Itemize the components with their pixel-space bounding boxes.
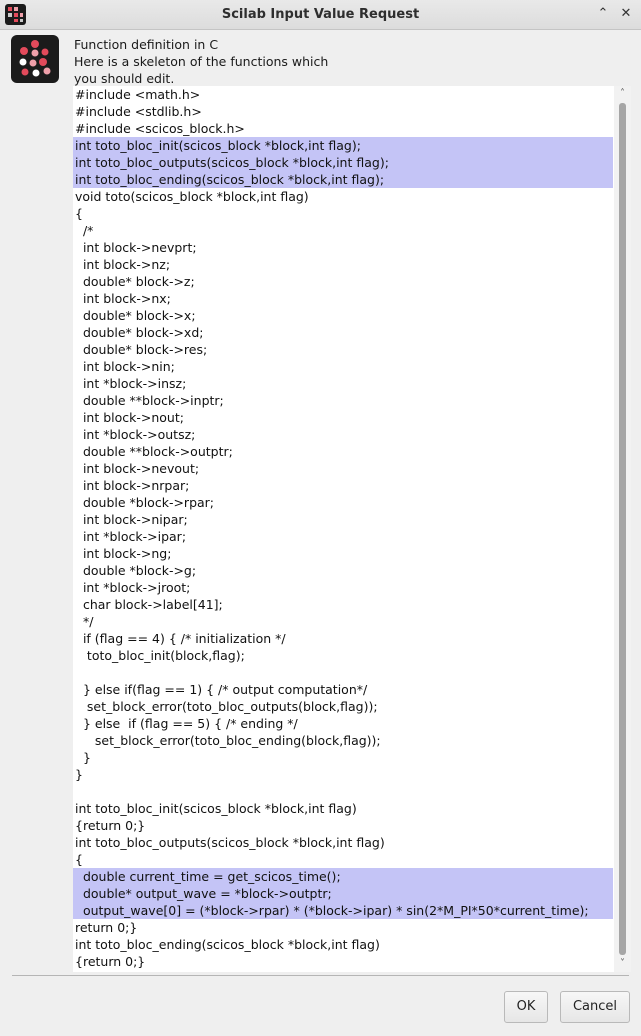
code-line[interactable]: int block->nz; xyxy=(75,257,171,272)
code-line[interactable]: double *block->g; xyxy=(75,563,197,578)
code-line[interactable]: double **block->outptr; xyxy=(75,444,233,459)
code-line[interactable]: int block->nrpar; xyxy=(75,478,190,493)
code-line[interactable]: int toto_bloc_outputs(scicos_block *block,int flag); xyxy=(73,154,613,171)
code-line[interactable] xyxy=(73,783,613,800)
code-line[interactable]: double current_time = get_scicos_time(); xyxy=(73,868,613,885)
code-line[interactable]: double* block->x; xyxy=(75,308,196,323)
title-bar[interactable] xyxy=(0,0,641,30)
message-line: Function definition in C xyxy=(74,37,219,52)
code-line[interactable]: double* output_wave = *block->outptr; xyxy=(73,885,613,902)
code-line[interactable]: int toto_bloc_init(scicos_block *block,int flag) xyxy=(75,801,357,816)
code-line[interactable]: if (flag == 4) { /* initialization */ xyxy=(75,631,286,646)
code-line[interactable]: return 0;} xyxy=(75,920,138,935)
ok-button[interactable]: OK xyxy=(504,991,548,1023)
code-line[interactable]: int *block->insz; xyxy=(75,376,187,391)
code-line[interactable]: set_block_error(toto_bloc_outputs(block,flag)); xyxy=(75,699,378,714)
code-line[interactable]: set_block_error(toto_bloc_ending(block,flag)); xyxy=(75,733,381,748)
code-line[interactable]: #include <stdlib.h> xyxy=(75,104,202,119)
code-line[interactable]: } xyxy=(75,767,83,782)
scilab-dialog-icon xyxy=(11,35,59,83)
divider xyxy=(12,975,629,976)
code-line[interactable]: } xyxy=(75,750,91,765)
code-line[interactable]: int block->ng; xyxy=(75,546,172,561)
close-button[interactable]: ✕ xyxy=(620,6,632,21)
code-line[interactable]: int toto_bloc_ending(scicos_block *block,int flag); xyxy=(73,171,613,188)
code-line[interactable]: toto_bloc_init(block,flag); xyxy=(75,648,245,663)
code-line[interactable]: #include <scicos_block.h> xyxy=(75,121,245,136)
code-line[interactable]: {return 0;} xyxy=(75,818,146,833)
scrollbar-thumb[interactable] xyxy=(619,103,626,955)
code-line[interactable]: double* block->z; xyxy=(75,274,195,289)
code-line[interactable]: { xyxy=(75,852,83,867)
message-line: Here is a skeleton of the functions which xyxy=(74,54,329,69)
code-line[interactable]: int block->nin; xyxy=(75,359,175,374)
scroll-down-icon[interactable]: ˅ xyxy=(620,958,625,969)
code-line[interactable]: int *block->outsz; xyxy=(75,427,196,442)
code-line[interactable]: void toto(scicos_block *block,int flag) xyxy=(75,189,309,204)
code-editor[interactable] xyxy=(73,86,631,972)
minimize-button[interactable]: ⌃ xyxy=(597,6,609,21)
code-line[interactable]: int block->nx; xyxy=(75,291,171,306)
code-line[interactable]: int block->nevout; xyxy=(75,461,200,476)
code-line[interactable]: int block->nipar; xyxy=(75,512,188,527)
dialog-message xyxy=(74,36,328,87)
code-line[interactable]: int *block->jroot; xyxy=(75,580,191,595)
code-line[interactable]: int block->nout; xyxy=(75,410,184,425)
code-line[interactable]: double *block->rpar; xyxy=(75,495,215,510)
code-line[interactable]: {return 0;} xyxy=(75,954,146,969)
cancel-button[interactable]: Cancel xyxy=(560,991,630,1023)
code-line[interactable]: int toto_bloc_outputs(scicos_block *block,int flag) xyxy=(75,835,385,850)
code-line[interactable]: output_wave[0] = (*block->rpar) * (*block->ipar) * sin(2*M_PI*50*current_time); xyxy=(73,902,613,919)
code-line[interactable] xyxy=(73,664,613,681)
code-line[interactable]: /* xyxy=(75,223,94,238)
code-line[interactable]: int toto_bloc_init(scicos_block *block,int flag); xyxy=(73,137,613,154)
message-line: you should edit. xyxy=(74,71,175,86)
code-line[interactable]: int *block->ipar; xyxy=(75,529,187,544)
vertical-scrollbar[interactable] xyxy=(614,86,631,972)
code-line[interactable]: double* block->xd; xyxy=(75,325,204,340)
code-line[interactable]: #include <math.h> xyxy=(75,87,201,102)
code-line[interactable]: double* block->res; xyxy=(75,342,208,357)
code-text-area[interactable] xyxy=(73,86,613,970)
scroll-up-icon[interactable]: ˄ xyxy=(620,88,625,99)
code-line[interactable]: } else if (flag == 5) { /* ending */ xyxy=(75,716,298,731)
code-line[interactable]: */ xyxy=(75,614,94,629)
code-line[interactable]: char block->label[41]; xyxy=(75,597,223,612)
code-line[interactable]: { xyxy=(75,206,83,221)
code-line[interactable]: int toto_bloc_ending(scicos_block *block,int flag) xyxy=(75,937,380,952)
code-line[interactable]: int block->nevprt; xyxy=(75,240,197,255)
code-line[interactable]: } else if(flag == 1) { /* output computation*/ xyxy=(75,682,368,697)
window-title: Scilab Input Value Request xyxy=(221,7,420,22)
code-line[interactable]: double **block->inptr; xyxy=(75,393,224,408)
